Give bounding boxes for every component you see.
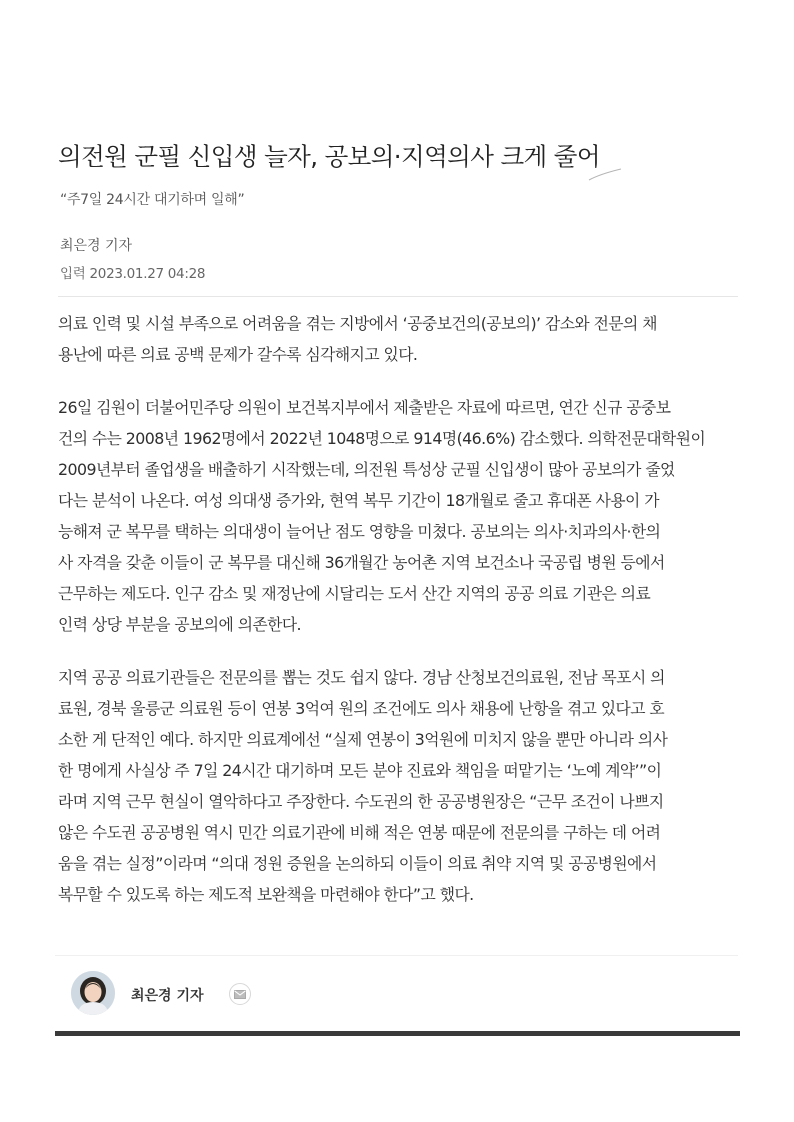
person-photo-icon [71, 971, 115, 1015]
footer-rule [55, 1031, 740, 1036]
publish-date [60, 262, 205, 282]
author-name[interactable]: 최은경 기자 [131, 988, 204, 1004]
body-line: 료원, 경북 울릉군 의료원 등이 연봉 3억여 원의 조건에도 의사 채용에 난항을 겪고 있다고 호 [58, 699, 665, 718]
body-line: 근무하는 제도다. 인구 감소 및 재정난에 시달리는 도서 산간 지역의 공공 의료 기관은 의료 [58, 584, 651, 603]
body-line: 인력 상당 부분을 공보의에 의존한다. [58, 615, 302, 634]
body-line: 다는 분석이 나온다. 여성 의대생 증가와, 현역 복무 기간이 18개월로 줄고 휴대폰 사용이 가 [58, 491, 659, 510]
mail-icon[interactable] [229, 983, 251, 1005]
header-divider [58, 296, 738, 297]
author-avatar[interactable] [71, 971, 115, 1015]
byline[interactable]: 최은경 기자 [60, 238, 133, 254]
date-label: 입력 [60, 266, 86, 282]
body-line: 소한 게 단적인 예다. 하지만 의료계에선 “실제 연봉이 3억원에 미치지 않을 뿐만 아니라 의사 [58, 730, 668, 749]
body-line: 움을 겪는 실정”이라며 “의대 정원 증원을 논의하되 이들이 의료 취약 지역 및 공공병원에서 [58, 854, 657, 873]
article-body [58, 308, 738, 932]
body-line: 건의 수는 2008년 1962명에서 2022년 1048명으로 914명(46.6%) 감소했다. 의학전문대학원이 [58, 429, 706, 448]
paragraph-1 [58, 308, 738, 370]
body-line: 2009년부터 졸업생을 배출하기 시작했는데, 의전원 특성상 군필 신입생이 많아 공보의가 줄었 [58, 460, 675, 479]
body-line: 지역 공공 의료기관들은 전문의를 뽑는 것도 쉽지 않다. 경남 산청보건의료원, 전남 목포시 의 [58, 668, 665, 687]
body-line: 한 명에게 사실상 주 7일 24시간 대기하며 모든 분야 진료와 책임을 떠맡기는 ‘노예 계약’”이 [58, 761, 662, 780]
body-line: 않은 수도권 공공병원 역시 민간 의료기관에 비해 적은 연봉 때문에 전문의를 구하는 데 어려 [58, 823, 661, 842]
body-line: 복무할 수 있도록 하는 제도적 보완책을 마련해야 한다”고 했다. [58, 885, 474, 904]
body-line: 라며 지역 근무 현실이 열악하다고 주장한다. 수도권의 한 공공병원장은 “근무 조건이 나쁘지 [58, 792, 664, 811]
paragraph-2 [58, 392, 738, 640]
subtitle: “주7일 24시간 대기하며 일해” [60, 192, 245, 208]
author-card [55, 955, 738, 1031]
body-line: 용난에 따른 의료 공백 문제가 갈수록 심각해지고 있다. [58, 345, 418, 364]
date-value: 2023.01.27 04:28 [89, 266, 206, 282]
headline: 의전원 군필 신입생 늘자, 공보의·지역의사 크게 줄어 [58, 142, 600, 171]
body-line: 26일 김원이 더불어민주당 의원이 보건복지부에서 제출받은 자료에 따르면, 연간 신규 공중보 [58, 398, 671, 417]
paragraph-3 [58, 662, 738, 910]
pen-scribble [588, 168, 622, 182]
body-line: 사 자격을 갖춘 이들이 군 복무를 대신해 36개월간 농어촌 지역 보건소나 국공립 병원 등에서 [58, 553, 665, 572]
body-line: 능해져 군 복무를 택하는 의대생이 늘어난 점도 영향을 미쳤다. 공보의는 의사·치과의사·한의 [58, 522, 661, 541]
body-line: 의료 인력 및 시설 부족으로 어려움을 겪는 지방에서 ‘공중보건의(공보의)’ 감소와 전문의 채 [58, 314, 657, 333]
